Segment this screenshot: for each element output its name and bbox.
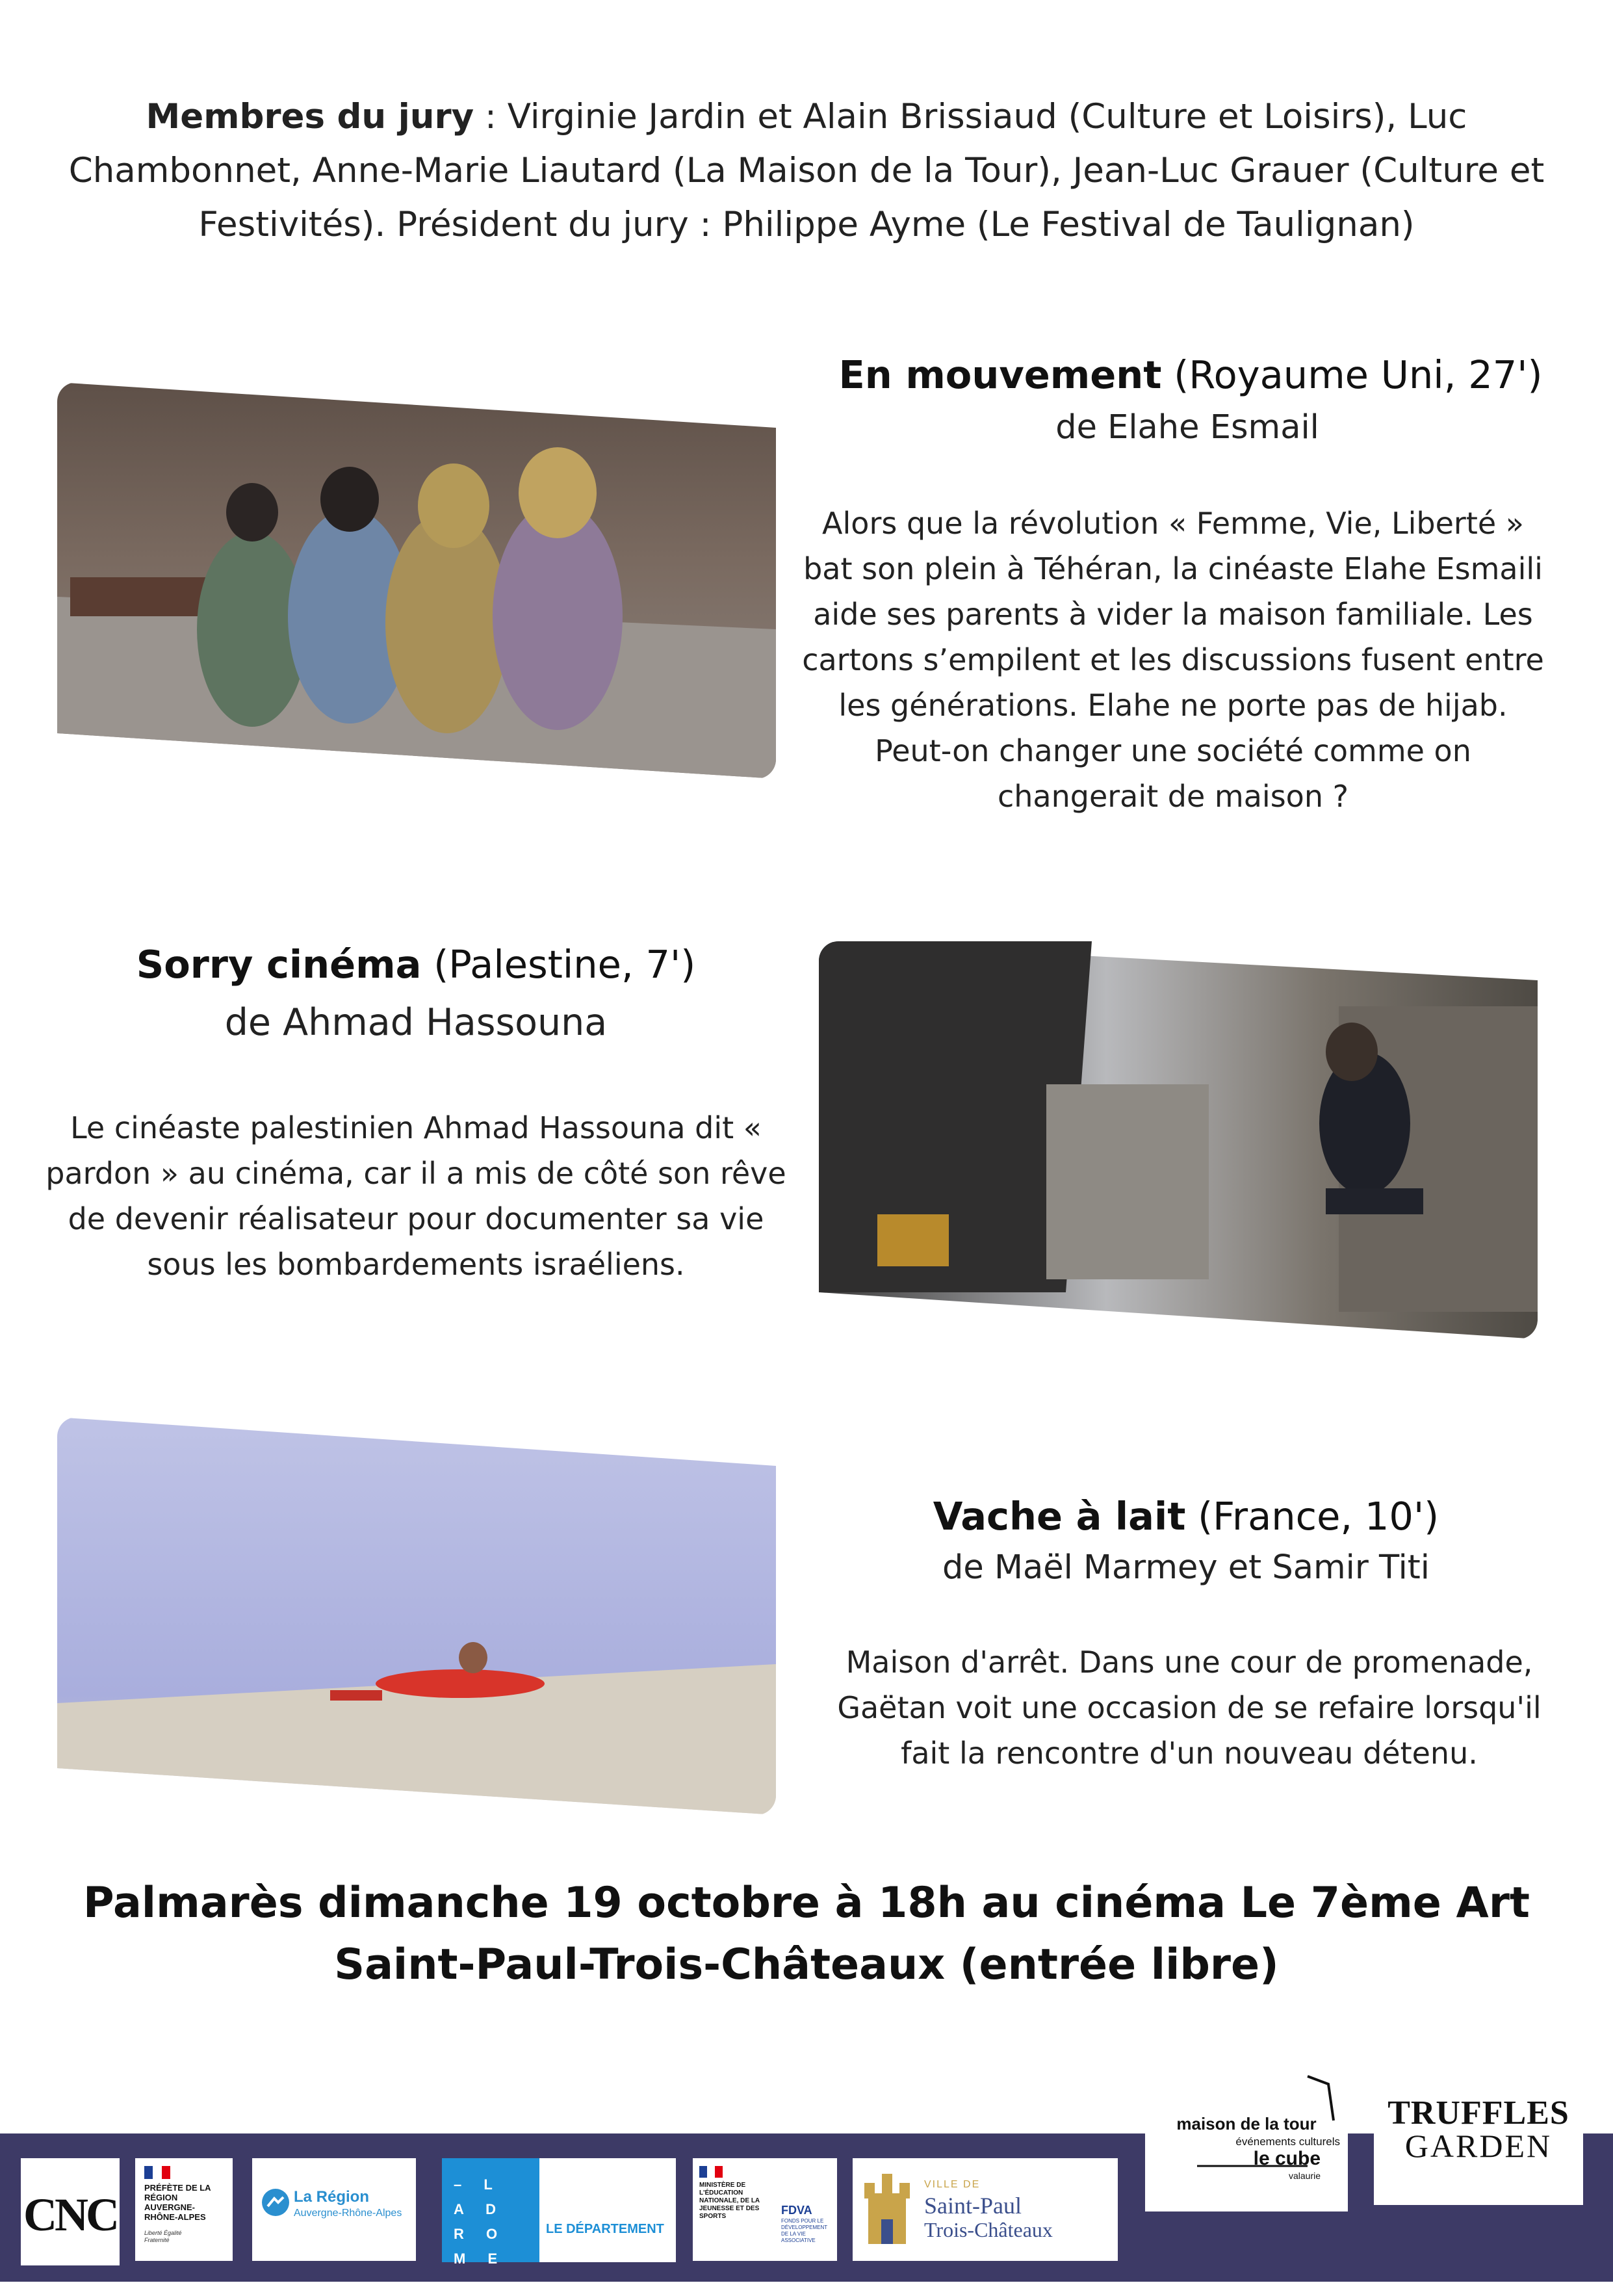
jury-label: Membres du jury [146,97,474,137]
drome-text: – L A D R O M E – [454,2176,507,2291]
truffles-garden-logo [1374,2068,1583,2205]
cnc-logo [21,2158,120,2265]
le-cube-text: le cube [1253,2148,1321,2169]
ministere-text: MINISTÈRE DE L'ÉDUCATION NATIONALE, DE LA JEUNESSE ET DES SPORTS [699,2182,760,2220]
film-1-meta: (Royaume Uni, 27') [1161,352,1543,397]
maison-sub-text: événements culturels [1235,2135,1340,2148]
castle-icon [864,2174,910,2245]
departement-text: LE DÉPARTEMENT [546,2222,664,2236]
film-3-title [799,1491,1573,1543]
film-3-description: Maison d'arrêt. Dans une cour de promenade, Gaëtan voit une occasion de se refaire lorsqu'il fait la rencontre d'un nouveau détenu. [837,1645,1542,1771]
saint-paul-text: Saint-Paul [924,2193,1022,2219]
film-2-photo [819,941,1538,1339]
film-2-description: Le cinéaste palestinien Ahmad Hassouna dit « pardon » au cinéma, car il a mis de côté son rêve de devenir réalisateur pour documenter sa vie sous les bombardements israéliens. [45,1110,786,1282]
film-2-title-bold: Sorry cinéma [136,942,422,987]
film-3-meta: (France, 10') [1185,1494,1439,1539]
region-icon [261,2188,290,2217]
ministere-logo [693,2158,837,2261]
palmares-line-1: Palmarès dimanche 19 octobre à 18h au cinéma Le 7ème Art [83,1879,1530,1927]
film-1-title-bold: En mouvement [838,352,1162,397]
drome-logo [442,2158,676,2291]
truffles-text: TRUFFLES [1387,2094,1569,2132]
film-3-photo [57,1417,776,1815]
film-1-description: Alors que la révolution « Femme, Vie, Liberté » bat son plein à Téhéran, la cinéaste Elahe Esmaili aide ses parents à vider la maison familiale. Les cartons s’empilent et les discussions fusent entre les générations. Elahe ne porte pas de hijab. Peut-on changer une société comme on changerait de maison ? [802,506,1544,814]
garden-text: GARDEN [1404,2128,1553,2164]
fdva-text: FDVA [781,2204,812,2217]
fdva-sub: FONDS POUR LE DÉVELOPPEMENT DE LA VIE ASSOCIATIVE [781,2218,827,2243]
region-title: La Région [294,2188,370,2206]
maison-de-la-tour-logo [1145,2068,1348,2211]
region-sub: Auvergne-Rhône-Alpes [294,2208,402,2219]
trois-chateaux-text: Trois-Châteaux [924,2218,1053,2241]
saint-paul-logo [853,2158,1118,2261]
film-3-director: de Maël Marmey et Samir Titi [942,1548,1430,1587]
film-2-meta: (Palestine, 7') [421,942,696,987]
marianne-flag-icon [144,2166,170,2179]
cnc-text: CNC [23,2189,117,2241]
valaurie-text: valaurie [1288,2171,1321,2181]
prefete-logo [135,2158,233,2261]
prefete-text: PRÉFÈTE DE LA RÉGION AUVERGNE- RHÔNE-ALPES [144,2183,211,2222]
region-logo [252,2158,416,2261]
ville-de-text: VILLE DE [924,2179,981,2190]
palmares-line-2: Saint-Paul-Trois-Châteaux (entrée libre) [334,1940,1279,1989]
palmares-heading [39,1872,1574,1996]
film-1-title [768,349,1613,401]
jury-paragraph [45,90,1568,252]
jury-text: : Virginie Jardin et Alain Brissiaud (Culture et Loisirs), Luc Chambonnet, Anne-Marie Liautard (La Maison de la Tour), Jean-Luc Grauer (Culture et Festivités). Président du jury : Philippe Ayme (Le Festival de Taulignan) [68,97,1545,244]
film-3-title-bold: Vache à lait [933,1494,1186,1539]
marianne-flag-icon-2 [699,2166,723,2178]
prefete-motto: Liberté Égalité Fraternité [144,2230,182,2243]
film-2-title [39,939,793,991]
maison-de-la-tour-text: maison de la tour [1176,2114,1317,2133]
film-1-photo [57,382,776,779]
film-1-director: de Elahe Esmail [1055,408,1319,447]
film-2-director: de Ahmad Hassouna [224,1001,608,1044]
